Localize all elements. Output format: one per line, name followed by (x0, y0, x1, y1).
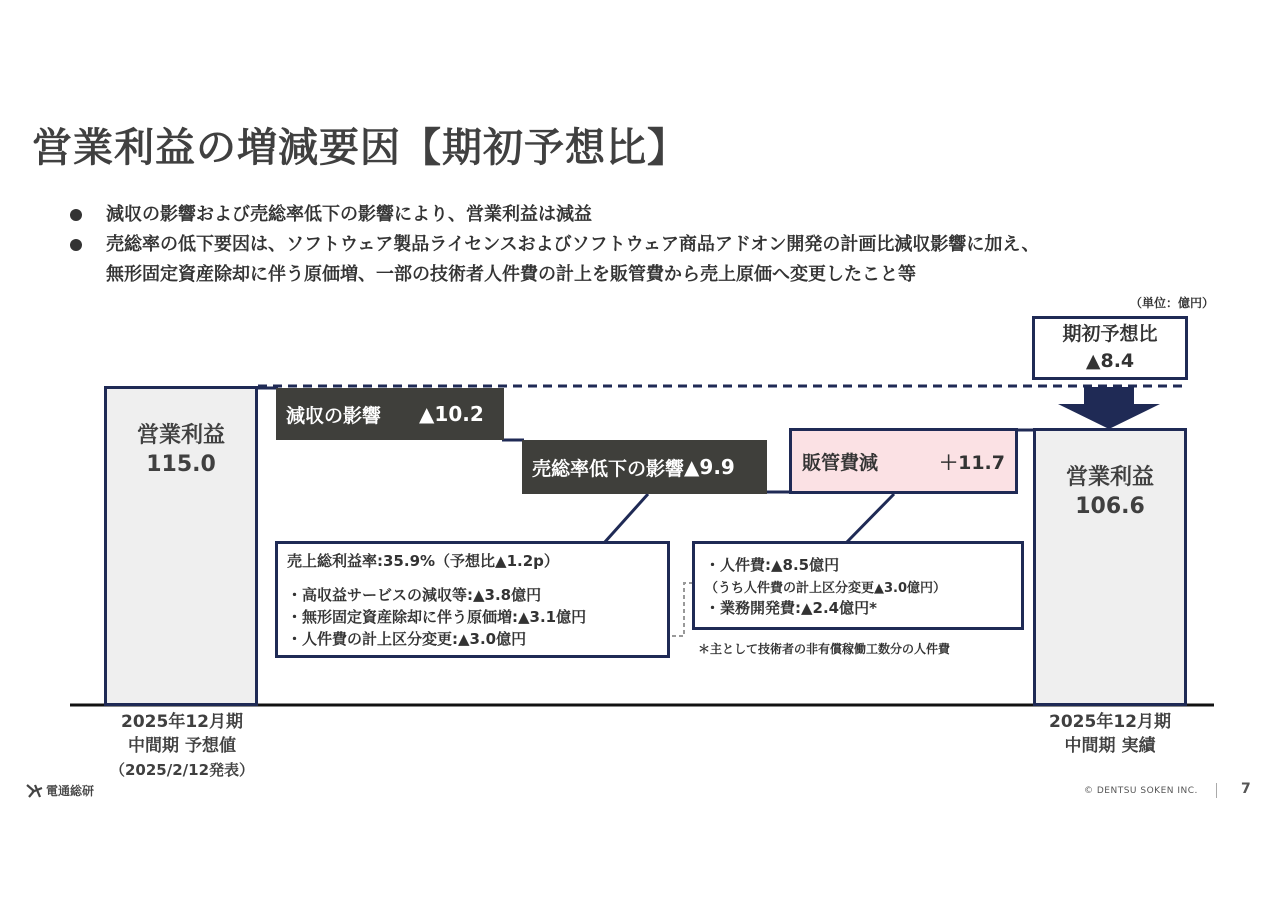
bullet-text-continued: 無形固定資産除却に伴う原価増、一部の技術者人件費の計上を販管費から売上原価へ変更したこと等 (106, 264, 916, 285)
step-value: ▲9.9 (684, 455, 735, 479)
bullet-text: 売総率の低下要因は、ソフトウェア製品ライセンスおよびソフトウェア商品アドオン開発の計画比減収影響に加え、 (106, 234, 1040, 255)
footnote: ＊主として技術者の非有償稼働工数分の人件費 (698, 642, 951, 656)
category-line: 中間期 予想値 (128, 736, 236, 756)
callout-pointer-line (604, 494, 648, 543)
start-bar-name: 営業利益 (136, 423, 225, 448)
gross-margin-header: 売上総利益率:35.9%（予想比▲1.2p） (287, 552, 559, 570)
category-line: 2025年12月期 (1049, 712, 1171, 732)
bullet-text: 減収の影響および売総率低下の影響により、営業利益は減益 (106, 204, 592, 225)
footer-divider (1216, 783, 1217, 798)
down-arrow-icon (1058, 387, 1160, 429)
page-number: 7 (1241, 781, 1251, 797)
callout-pointer-line (846, 494, 894, 543)
step-label: 売総率低下の影響 (532, 457, 685, 480)
detail-item: ・業務開発費:▲2.4億円* (705, 599, 877, 617)
end-bar (1033, 428, 1187, 706)
end-category-label (1010, 710, 1210, 758)
category-line: 2025年12月期 (121, 712, 243, 732)
comparison-label: 期初予想比 (1062, 323, 1158, 345)
start-bar (104, 386, 258, 706)
step-bar-margin-decline (522, 440, 767, 494)
detail-item: ・人件費の計上区分変更:▲3.0億円 (287, 630, 527, 648)
category-line: 中間期 実績 (1064, 736, 1156, 756)
start-bar-value: 115.0 (146, 452, 216, 477)
logo-text: 電通総研 (46, 784, 95, 798)
detail-item: ・無形固定資産除却に伴う原価増:▲3.1億円 (287, 608, 587, 626)
step-value: ＋11.7 (939, 451, 1005, 474)
comparison-value: ▲8.4 (1085, 350, 1135, 372)
detail-item: ・人件費:▲8.5億円 (705, 556, 840, 574)
logo-mark-icon (26, 784, 44, 798)
start-category-label (82, 710, 282, 782)
category-line: （2025/2/12発表） (109, 761, 255, 779)
company-logo (26, 782, 94, 799)
detail-item: ・高収益サービスの減収等:▲3.8億円 (287, 586, 542, 604)
step-value: ▲10.2 (419, 402, 484, 426)
step-label: 減収の影響 (286, 404, 382, 427)
end-bar-value: 106.6 (1075, 494, 1145, 519)
sga-detail-box (692, 541, 1024, 630)
end-bar-name: 営業利益 (1065, 465, 1154, 490)
step-label: 販管費減 (802, 451, 879, 474)
comparison-callout (1032, 316, 1188, 380)
copyright-text: © DENTSU SOKEN INC. (1084, 786, 1198, 796)
detail-item: （うち人件費の計上区分変更▲3.0億円） (705, 581, 947, 596)
step-bar-revenue-decline (276, 388, 504, 440)
step-bar-sga-decrease (789, 428, 1018, 494)
unit-label: （単位：億円） (1129, 296, 1214, 310)
gross-margin-detail-box (275, 541, 670, 658)
page-title: 営業利益の増減要因【期初予想比】 (32, 125, 688, 171)
